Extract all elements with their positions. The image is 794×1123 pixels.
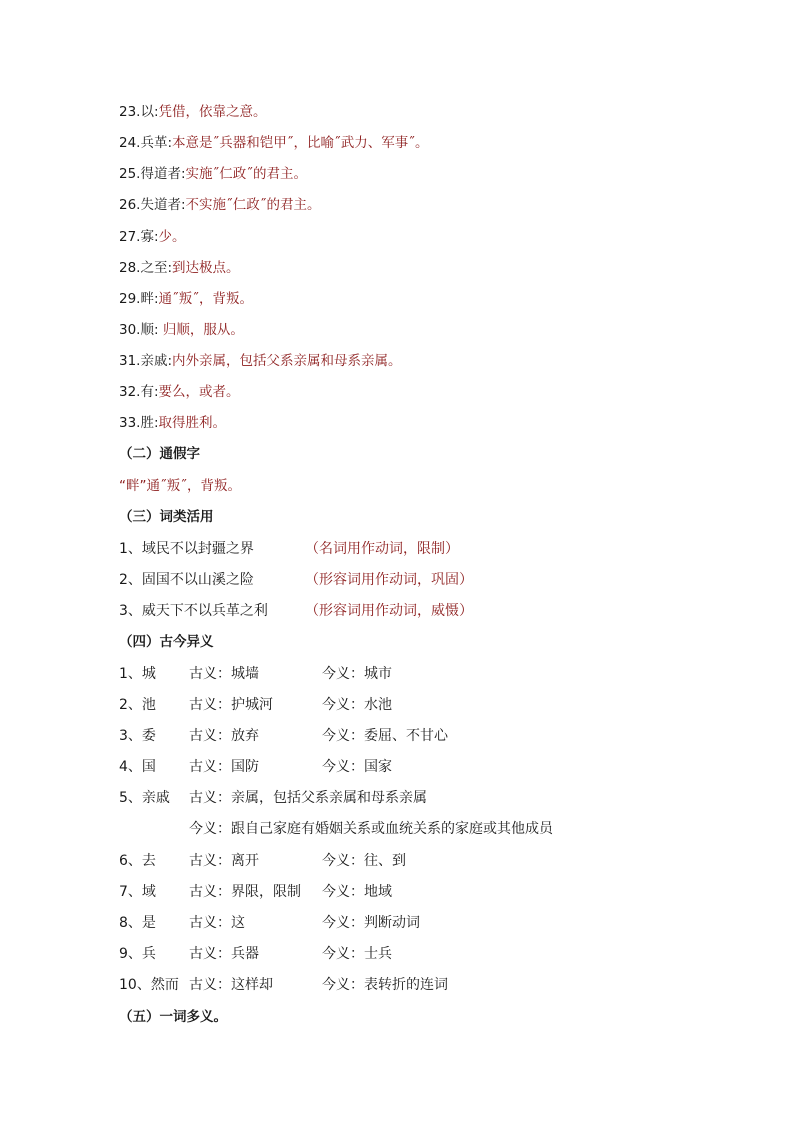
glossary-item: 32.有:要么，或者。	[119, 384, 240, 400]
list-item: 5、亲戚 古义：亲属，包括父系亲属和母系亲属	[119, 790, 427, 806]
glossary-item: 28.之至:到达极点。	[119, 260, 240, 276]
section-heading: （三）词类活用	[119, 509, 214, 525]
list-item: 4、国 古义：国防 今义：国家	[119, 759, 392, 775]
glossary-item: 30.顺: 归顺，服从。	[119, 322, 244, 338]
section-heading: （四）古今异义	[119, 634, 214, 650]
list-item: 10、然而 古义：这样却 今义：表转折的连词	[119, 977, 448, 993]
list-item: 1、城 古义：城墙 今义：城市	[119, 666, 392, 682]
glossary-item: 24.兵革:本意是˝兵器和铠甲˝，比喻˝武力、军事˝。	[119, 135, 429, 151]
section-text: “畔”通˝叛˝，背叛。	[119, 478, 241, 494]
list-item: 2、固国不以山溪之险 （形容词用作动词，巩固）	[119, 572, 473, 588]
glossary-item: 26.失道者:不实施˝仁政˝的君主。	[119, 197, 321, 213]
glossary-item: 23.以:凭借，依靠之意。	[119, 104, 267, 120]
list-item: 7、域 古义：界限，限制 今义：地域	[119, 884, 392, 900]
list-item: 9、兵 古义：兵器 今义：士兵	[119, 946, 392, 962]
section-heading: （二）通假字	[119, 446, 200, 462]
document-page: 23.以:凭借，依靠之意。 24.兵革:本意是˝兵器和铠甲˝，比喻˝武力、军事˝。 25.得道者:实施˝仁政˝的君主。 26.失道者:不实施˝仁政˝的君主。 27.寡:少。 28.之至:到达极点。 29.畔:通˝叛˝，背叛。 30.顺: 归顺，服从。 31.亲戚:内外亲属，包括父系亲属和母系亲属。 32.有:要么，或者。 33.胜:取得胜利。 （二）通假字 “畔”通˝叛˝，背叛。 （三）词类活用 1、域民不以封疆之界 （名词用作动词，限制） 2、固国不以山溪之险 （形容词用作动词，巩固） 3、威天下不以兵革之利 （形容词用作动词，威慑） （四）古今异义 1、城 古义：城墙 今义：城市 2、池 古义：护城河 今义：水池 3、委 古义：放弃 今义：委屈、不甘心 4、国 古义：国防 今义：国家 5、亲戚 古义：亲属，包括父系亲属和母系亲属 今义：跟自己家庭有婚姻关系或血统关系的家庭或其他成员 6、去 古义：离开 今义：往、到 7、域 古义：界限，限制 今义：地域 8、是 古义：这 今义：判断动词 9、兵 古义：兵器 今义：士兵 10、然而 古义：这样却 今义：表转折的连词 （五）一词多义。	[0, 0, 794, 1123]
list-item: 6、去 古义：离开 今义：往、到	[119, 853, 406, 869]
glossary-item: 25.得道者:实施˝仁政˝的君主。	[119, 166, 308, 182]
section-heading: （五）一词多义。	[119, 1009, 227, 1025]
list-item: 3、威天下不以兵革之利 （形容词用作动词，威慑）	[119, 603, 473, 619]
glossary-item: 27.寡:少。	[119, 229, 186, 245]
list-item: 8、是 古义：这 今义：判断动词	[119, 915, 420, 931]
glossary-item: 29.畔:通˝叛˝，背叛。	[119, 291, 254, 307]
list-item: 1、域民不以封疆之界 （名词用作动词，限制）	[119, 541, 459, 557]
glossary-item: 33.胜:取得胜利。	[119, 415, 227, 431]
list-item: 2、池 古义：护城河 今义：水池	[119, 697, 392, 713]
glossary-item: 31.亲戚:内外亲属，包括父系亲属和母系亲属。	[119, 353, 402, 369]
list-item: 3、委 古义：放弃 今义：委屈、不甘心	[119, 728, 448, 744]
